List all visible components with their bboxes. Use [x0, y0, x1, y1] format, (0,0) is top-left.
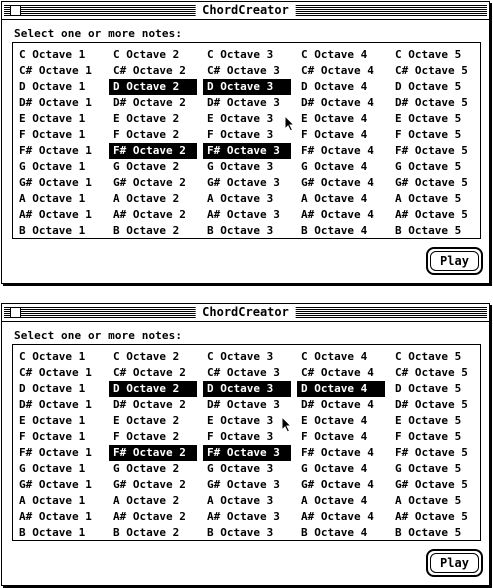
- note-item[interactable]: F# Octave 4: [301, 446, 374, 459]
- note-item[interactable]: G# Octave 2: [113, 176, 186, 189]
- note-item[interactable]: G# Octave 1: [19, 478, 92, 491]
- note-item[interactable]: D Octave 3: [203, 79, 291, 95]
- note-item[interactable]: D# Octave 3: [207, 398, 280, 411]
- note-item[interactable]: C# Octave 1: [19, 366, 92, 379]
- note-item[interactable]: D Octave 4: [297, 381, 385, 397]
- note-item[interactable]: E Octave 1: [19, 112, 86, 125]
- note-item[interactable]: F# Octave 5: [395, 446, 468, 459]
- note-item[interactable]: C Octave 2: [113, 350, 180, 363]
- notes-column: [15, 47, 103, 239]
- note-item[interactable]: A# Octave 3: [207, 510, 280, 523]
- note-item[interactable]: A Octave 5: [395, 494, 462, 507]
- note-item[interactable]: D# Octave 5: [395, 398, 468, 411]
- play-button[interactable]: Play: [430, 251, 479, 271]
- note-item[interactable]: B Octave 5: [395, 224, 462, 237]
- note-item[interactable]: B Octave 5: [395, 526, 462, 539]
- notes-column: [15, 349, 103, 541]
- prompt-label: Select one or more notes:: [14, 27, 183, 40]
- note-item[interactable]: C# Octave 1: [19, 64, 92, 77]
- note-item[interactable]: G Octave 5: [395, 160, 462, 173]
- note-item[interactable]: F Octave 5: [395, 430, 462, 443]
- note-item[interactable]: G# Octave 5: [395, 176, 468, 189]
- note-item[interactable]: B Octave 2: [113, 526, 180, 539]
- note-item[interactable]: A Octave 4: [301, 192, 368, 205]
- window-title: ChordCreator: [195, 305, 296, 320]
- note-item[interactable]: A# Octave 4: [301, 510, 374, 523]
- note-item[interactable]: A# Octave 5: [395, 510, 468, 523]
- note-item[interactable]: B Octave 3: [207, 224, 274, 237]
- note-item[interactable]: G# Octave 3: [207, 478, 280, 491]
- notes-list: [12, 344, 481, 541]
- notes-column: [203, 47, 291, 239]
- note-item[interactable]: G# Octave 2: [113, 478, 186, 491]
- note-item[interactable]: A# Octave 1: [19, 208, 92, 221]
- note-item[interactable]: G Octave 4: [301, 160, 368, 173]
- note-item[interactable]: A Octave 4: [301, 494, 368, 507]
- note-item[interactable]: D Octave 3: [203, 381, 291, 397]
- note-item[interactable]: G Octave 3: [207, 160, 274, 173]
- note-item[interactable]: D Octave 1: [19, 80, 86, 93]
- note-item[interactable]: E Octave 2: [113, 414, 180, 427]
- play-button[interactable]: Play: [430, 553, 479, 573]
- note-item[interactable]: G Octave 4: [301, 462, 368, 475]
- note-item[interactable]: E Octave 3: [207, 112, 274, 125]
- note-item[interactable]: F Octave 1: [19, 430, 86, 443]
- note-item[interactable]: C Octave 1: [19, 350, 86, 363]
- note-item[interactable]: G# Octave 3: [207, 176, 280, 189]
- notes-column: [203, 349, 291, 541]
- note-item[interactable]: A Octave 1: [19, 494, 86, 507]
- note-item[interactable]: G# Octave 4: [301, 478, 374, 491]
- note-item[interactable]: A Octave 3: [207, 494, 274, 507]
- note-item[interactable]: G Octave 3: [207, 462, 274, 475]
- note-item[interactable]: D Octave 2: [109, 79, 197, 95]
- note-item[interactable]: G Octave 2: [113, 462, 180, 475]
- note-item[interactable]: C Octave 1: [19, 48, 86, 61]
- note-item[interactable]: F Octave 2: [113, 128, 180, 141]
- note-item[interactable]: F# Octave 5: [395, 144, 468, 157]
- notes-column: [297, 349, 385, 541]
- note-item[interactable]: F# Octave 4: [301, 144, 374, 157]
- note-item[interactable]: A Octave 3: [207, 192, 274, 205]
- note-item[interactable]: G Octave 1: [19, 462, 86, 475]
- note-item[interactable]: B Octave 1: [19, 224, 86, 237]
- chordcreator-window-1: [1, 1, 490, 284]
- note-item[interactable]: G# Octave 5: [395, 478, 468, 491]
- note-item[interactable]: C# Octave 4: [301, 366, 374, 379]
- note-item[interactable]: F# Octave 2: [109, 445, 197, 461]
- note-item[interactable]: D# Octave 1: [19, 96, 92, 109]
- note-item[interactable]: A# Octave 5: [395, 208, 468, 221]
- note-item[interactable]: A Octave 2: [113, 494, 180, 507]
- note-item[interactable]: D# Octave 2: [113, 398, 186, 411]
- note-item[interactable]: C# Octave 3: [207, 64, 280, 77]
- note-item[interactable]: F Octave 1: [19, 128, 86, 141]
- notes-column: [391, 349, 479, 541]
- notes-list: [12, 42, 481, 239]
- note-item[interactable]: G Octave 5: [395, 462, 462, 475]
- note-item[interactable]: C Octave 4: [301, 350, 368, 363]
- note-item[interactable]: F Octave 2: [113, 430, 180, 443]
- note-item[interactable]: D# Octave 3: [207, 96, 280, 109]
- note-item[interactable]: E Octave 2: [113, 112, 180, 125]
- note-item[interactable]: C# Octave 4: [301, 64, 374, 77]
- note-item[interactable]: C# Octave 2: [113, 64, 186, 77]
- title-bar[interactable]: [2, 304, 489, 322]
- note-item[interactable]: C Octave 5: [395, 350, 462, 363]
- note-item[interactable]: A# Octave 3: [207, 208, 280, 221]
- arrow-cursor-icon: [284, 115, 296, 133]
- note-item[interactable]: D Octave 5: [395, 382, 462, 395]
- note-item[interactable]: D# Octave 4: [301, 96, 374, 109]
- note-item[interactable]: F# Octave 2: [109, 143, 197, 159]
- note-item[interactable]: F Octave 4: [301, 430, 368, 443]
- note-item[interactable]: F Octave 3: [207, 430, 274, 443]
- note-item[interactable]: A# Octave 4: [301, 208, 374, 221]
- note-item[interactable]: C# Octave 3: [207, 366, 280, 379]
- chordcreator-window-2: [1, 303, 490, 586]
- note-item[interactable]: E Octave 3: [207, 414, 274, 427]
- note-item[interactable]: B Octave 2: [113, 224, 180, 237]
- note-item[interactable]: C# Octave 2: [113, 366, 186, 379]
- notes-column: [109, 349, 197, 541]
- note-item[interactable]: C# Octave 5: [395, 64, 468, 77]
- note-item[interactable]: E Octave 4: [301, 414, 368, 427]
- note-item[interactable]: D Octave 2: [109, 381, 197, 397]
- note-item[interactable]: G# Octave 1: [19, 176, 92, 189]
- notes-column: [391, 47, 479, 239]
- note-item[interactable]: F Octave 5: [395, 128, 462, 141]
- note-item[interactable]: C Octave 4: [301, 48, 368, 61]
- note-item[interactable]: E Octave 5: [395, 414, 462, 427]
- note-item[interactable]: F# Octave 1: [19, 446, 92, 459]
- note-item[interactable]: C Octave 3: [207, 350, 274, 363]
- note-item[interactable]: C# Octave 5: [395, 366, 468, 379]
- note-item[interactable]: F# Octave 3: [203, 445, 291, 461]
- note-item[interactable]: C Octave 2: [113, 48, 180, 61]
- note-item[interactable]: D Octave 5: [395, 80, 462, 93]
- note-item[interactable]: E Octave 5: [395, 112, 462, 125]
- prompt-label: Select one or more notes:: [14, 329, 183, 342]
- note-item[interactable]: F# Octave 1: [19, 144, 92, 157]
- window-title: ChordCreator: [195, 3, 296, 18]
- note-item[interactable]: G Octave 1: [19, 160, 86, 173]
- note-item[interactable]: D# Octave 1: [19, 398, 92, 411]
- note-item[interactable]: F# Octave 3: [203, 143, 291, 159]
- note-item[interactable]: A# Octave 2: [113, 510, 186, 523]
- note-item[interactable]: A Octave 2: [113, 192, 180, 205]
- note-item[interactable]: E Octave 4: [301, 112, 368, 125]
- arrow-cursor-icon: [281, 416, 293, 434]
- note-item[interactable]: D# Octave 2: [113, 96, 186, 109]
- note-item[interactable]: A Octave 1: [19, 192, 86, 205]
- note-item[interactable]: D# Octave 4: [301, 398, 374, 411]
- note-item[interactable]: A# Octave 1: [19, 510, 92, 523]
- note-item[interactable]: B Octave 4: [301, 224, 368, 237]
- note-item[interactable]: C Octave 5: [395, 48, 462, 61]
- note-item[interactable]: D# Octave 5: [395, 96, 468, 109]
- note-item[interactable]: E Octave 1: [19, 414, 86, 427]
- note-item[interactable]: B Octave 3: [207, 526, 274, 539]
- note-item[interactable]: A# Octave 2: [113, 208, 186, 221]
- note-item[interactable]: F Octave 4: [301, 128, 368, 141]
- notes-column: [297, 47, 385, 239]
- note-item[interactable]: A Octave 5: [395, 192, 462, 205]
- close-box-icon[interactable]: [10, 5, 21, 16]
- note-item[interactable]: C Octave 3: [207, 48, 274, 61]
- note-item[interactable]: G# Octave 4: [301, 176, 374, 189]
- default-button-ring: [426, 549, 483, 577]
- note-item[interactable]: B Octave 1: [19, 526, 86, 539]
- note-item[interactable]: G Octave 2: [113, 160, 180, 173]
- note-item[interactable]: B Octave 4: [301, 526, 368, 539]
- title-bar[interactable]: [2, 2, 489, 20]
- note-item[interactable]: F Octave 3: [207, 128, 274, 141]
- notes-column: [109, 47, 197, 239]
- note-item[interactable]: D Octave 1: [19, 382, 86, 395]
- close-box-icon[interactable]: [10, 307, 21, 318]
- default-button-ring: [426, 247, 483, 275]
- note-item[interactable]: D Octave 4: [301, 80, 368, 93]
